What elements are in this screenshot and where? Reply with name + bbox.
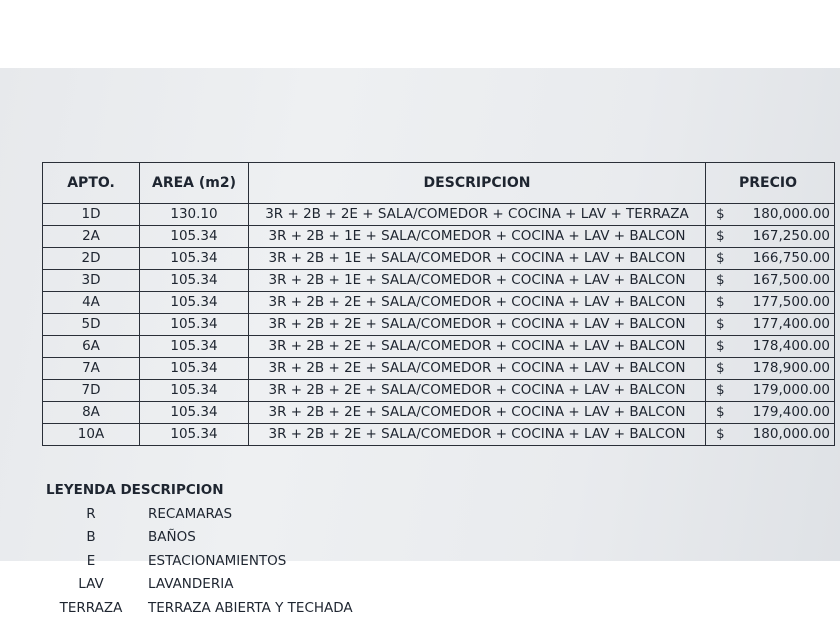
cell-precio	[706, 226, 835, 248]
cell-descripcion: 3R + 2B + 2E + SALA/COMEDOR + COCINA + LAV + BALCON	[249, 314, 706, 336]
table-row	[43, 270, 835, 292]
legend-text: BAÑOS	[148, 529, 196, 546]
legend-title: LEYENDA DESCRIPCION	[46, 482, 224, 498]
currency-symbol: $	[716, 250, 725, 266]
cell-precio	[706, 292, 835, 314]
cell-descripcion: 3R + 2B + 1E + SALA/COMEDOR + COCINA + LAV + BALCON	[249, 226, 706, 248]
header-area: AREA (m2)	[140, 163, 249, 204]
currency-symbol: $	[716, 206, 725, 222]
currency-symbol: $	[716, 294, 725, 310]
cell-apto: 2A	[43, 226, 140, 248]
currency-symbol: $	[716, 404, 725, 420]
price-amount: 179,000.00	[752, 382, 830, 398]
cell-area: 105.34	[140, 270, 249, 292]
cell-apto: 1D	[43, 204, 140, 226]
cell-area: 105.34	[140, 402, 249, 424]
table-row	[43, 336, 835, 358]
cell-apto: 7D	[43, 380, 140, 402]
cell-descripcion: 3R + 2B + 2E + SALA/COMEDOR + COCINA + LAV + BALCON	[249, 336, 706, 358]
currency-symbol: $	[716, 228, 725, 244]
document-sheet	[0, 68, 840, 616]
cell-area: 105.34	[140, 424, 249, 446]
cell-descripcion: 3R + 2B + 1E + SALA/COMEDOR + COCINA + LAV + BALCON	[249, 270, 706, 292]
cell-apto: 6A	[43, 336, 140, 358]
price-amount: 177,500.00	[752, 294, 830, 310]
legend	[46, 482, 353, 620]
legend-text: RECAMARAS	[148, 505, 233, 522]
table-header-row	[43, 163, 835, 204]
currency-symbol: $	[716, 316, 725, 332]
cell-area: 105.34	[140, 248, 249, 270]
cell-apto: 4A	[43, 292, 140, 314]
cell-apto: 3D	[43, 270, 140, 292]
cell-descripcion: 3R + 2B + 2E + SALA/COMEDOR + COCINA + LAV + BALCON	[249, 358, 706, 380]
currency-symbol: $	[716, 382, 725, 398]
cell-area: 105.34	[140, 226, 249, 248]
currency-symbol: $	[716, 360, 725, 376]
header-apto: APTO.	[43, 163, 140, 204]
legend-text: ESTACIONAMIENTOS	[148, 552, 287, 569]
legend-text: LAVANDERIA	[148, 576, 234, 593]
table-row	[43, 402, 835, 424]
price-amount: 178,400.00	[752, 338, 830, 354]
legend-code: TERRAZA	[59, 599, 123, 616]
price-amount: 166,750.00	[752, 250, 830, 266]
cell-precio	[706, 336, 835, 358]
legend-code: E	[86, 552, 96, 569]
price-amount: 167,250.00	[752, 228, 830, 244]
cell-area: 105.34	[140, 292, 249, 314]
header-precio: PRECIO	[706, 163, 835, 204]
cell-descripcion: 3R + 2B + 2E + SALA/COMEDOR + COCINA + LAV + TERRAZA	[249, 204, 706, 226]
table-row	[43, 380, 835, 402]
cell-apto: 10A	[43, 424, 140, 446]
currency-symbol: $	[716, 426, 725, 442]
cell-precio	[706, 358, 835, 380]
cell-descripcion: 3R + 2B + 2E + SALA/COMEDOR + COCINA + LAV + BALCON	[249, 380, 706, 402]
cell-descripcion: 3R + 2B + 2E + SALA/COMEDOR + COCINA + LAV + BALCON	[249, 402, 706, 424]
legend-code: B	[86, 529, 96, 546]
cell-descripcion: 3R + 2B + 2E + SALA/COMEDOR + COCINA + LAV + BALCON	[249, 292, 706, 314]
currency-symbol: $	[716, 338, 725, 354]
cell-area: 105.34	[140, 314, 249, 336]
price-amount: 180,000.00	[752, 426, 830, 442]
price-amount: 178,900.00	[752, 360, 830, 376]
table-row	[43, 358, 835, 380]
cell-apto: 2D	[43, 248, 140, 270]
table-row	[43, 204, 835, 226]
cell-precio	[706, 424, 835, 446]
table-body	[43, 204, 835, 446]
cell-area: 105.34	[140, 380, 249, 402]
cell-apto: 7A	[43, 358, 140, 380]
header-descripcion: DESCRIPCION	[249, 163, 706, 204]
legend-item	[46, 549, 353, 573]
cell-precio	[706, 314, 835, 336]
cell-area: 130.10	[140, 204, 249, 226]
cell-precio	[706, 204, 835, 226]
legend-item	[46, 526, 353, 550]
cell-descripcion: 3R + 2B + 2E + SALA/COMEDOR + COCINA + LAV + BALCON	[249, 424, 706, 446]
cell-precio	[706, 402, 835, 424]
table-row	[43, 314, 835, 336]
price-amount: 180,000.00	[752, 206, 830, 222]
price-amount: 179,400.00	[752, 404, 830, 420]
legend-item	[46, 573, 353, 597]
cell-precio	[706, 248, 835, 270]
cell-apto: 8A	[43, 402, 140, 424]
price-table	[42, 162, 835, 446]
price-amount: 167,500.00	[752, 272, 830, 288]
cell-precio	[706, 270, 835, 292]
cell-area: 105.34	[140, 358, 249, 380]
table-row	[43, 226, 835, 248]
legend-list	[46, 502, 353, 620]
legend-code: LAV	[78, 576, 104, 593]
table-row	[43, 424, 835, 446]
table-row	[43, 292, 835, 314]
price-amount: 177,400.00	[752, 316, 830, 332]
cell-descripcion: 3R + 2B + 1E + SALA/COMEDOR + COCINA + LAV + BALCON	[249, 248, 706, 270]
legend-code: R	[86, 505, 96, 522]
cell-precio	[706, 380, 835, 402]
currency-symbol: $	[716, 272, 725, 288]
legend-text: TERRAZA ABIERTA Y TECHADA	[148, 599, 353, 616]
cell-apto: 5D	[43, 314, 140, 336]
table-row	[43, 248, 835, 270]
cell-area: 105.34	[140, 336, 249, 358]
legend-item	[46, 502, 353, 526]
legend-item	[46, 596, 353, 620]
